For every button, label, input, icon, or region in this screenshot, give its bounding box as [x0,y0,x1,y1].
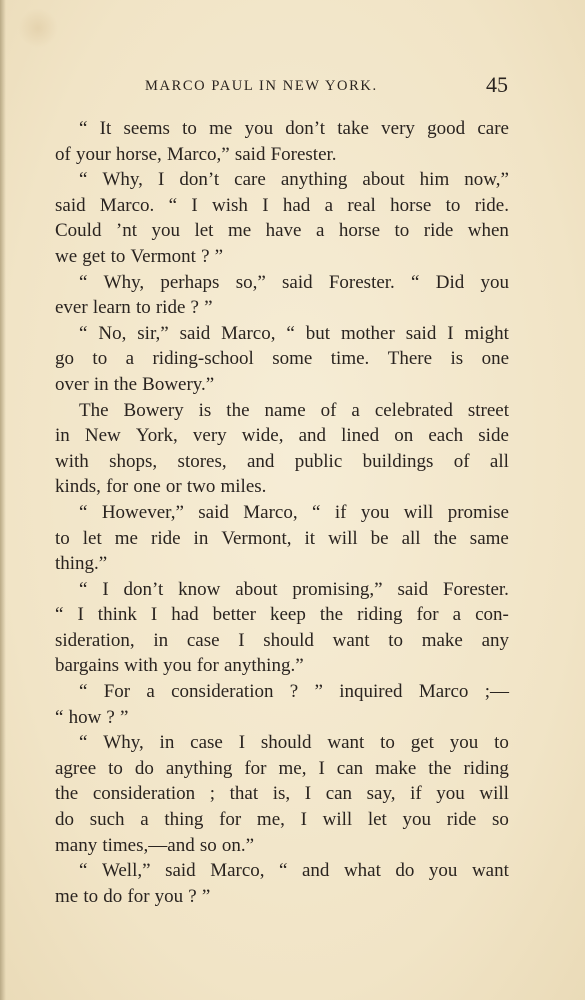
text-line: “ I don’t know about promising,” said Forester. [79,578,509,600]
text-line: “ No, sir,” said Marco, “ but mother said I might [79,322,509,344]
running-header [0,72,585,100]
text-line: “ Why, I don’t care anything about him now,” [79,169,509,191]
text-line: to let me ride in Vermont, it will be all the same [55,527,509,549]
text-line: “ For a consideration ? ” inquired Marco ;— [79,681,509,703]
text-line: with shops, stores, and public buildings of all [55,450,509,472]
text-line: “ Well,” said Marco, “ and what do you want [79,860,509,882]
text-line: thing.” [55,553,108,575]
text-line: said Marco. “ I wish I had a real horse to ride. [55,194,509,216]
text-line: “ Why, perhaps so,” said Forester. “ Did you [79,271,509,293]
text-line: many times,—and so on.” [55,834,255,856]
text-line: “ However,” said Marco, “ if you will promise [79,501,509,523]
text-line: we get to Vermont ? ” [55,245,224,267]
text-line: “ I think I had better keep the riding for a con- [55,604,509,626]
text-line: agree to do anything for me, I can make the riding [55,757,509,779]
text-line: the consideration ; that is, I can say, if you will [55,783,509,805]
running-title: MARCO PAUL IN NEW YORK. [145,78,378,94]
text-line: bargains with you for anything.” [55,655,304,677]
text-line: of your horse, Marco,” said Forester. [55,143,337,165]
text-line: “ Why, in case I should want to get you to [79,732,509,754]
text-line: in New York, very wide, and lined on each side [55,425,509,447]
text-line: me to do for you ? ” [55,885,211,907]
text-line: go to a riding-school some time. There is one [55,348,509,370]
text-line: The Bowery is the name of a celebrated street [79,399,509,421]
page-binding-edge [0,0,6,1000]
text-line: ever learn to ride ? ” [55,297,213,319]
text-line: sideration, in case I should want to make any [55,629,509,651]
text-line: kinds, for one or two miles. [55,476,267,498]
page-number: 45 [486,72,508,97]
body-text [55,116,509,909]
text-line: Could ’nt you let me have a horse to ride when [55,220,509,242]
paper-stain [18,8,58,48]
text-line: “ It seems to me you don’t take very good care [79,118,509,139]
text-line: over in the Bowery.” [55,373,215,395]
text-line: do such a thing for me, I will let you ride so [55,809,509,831]
text-line: “ how ? ” [55,706,129,728]
